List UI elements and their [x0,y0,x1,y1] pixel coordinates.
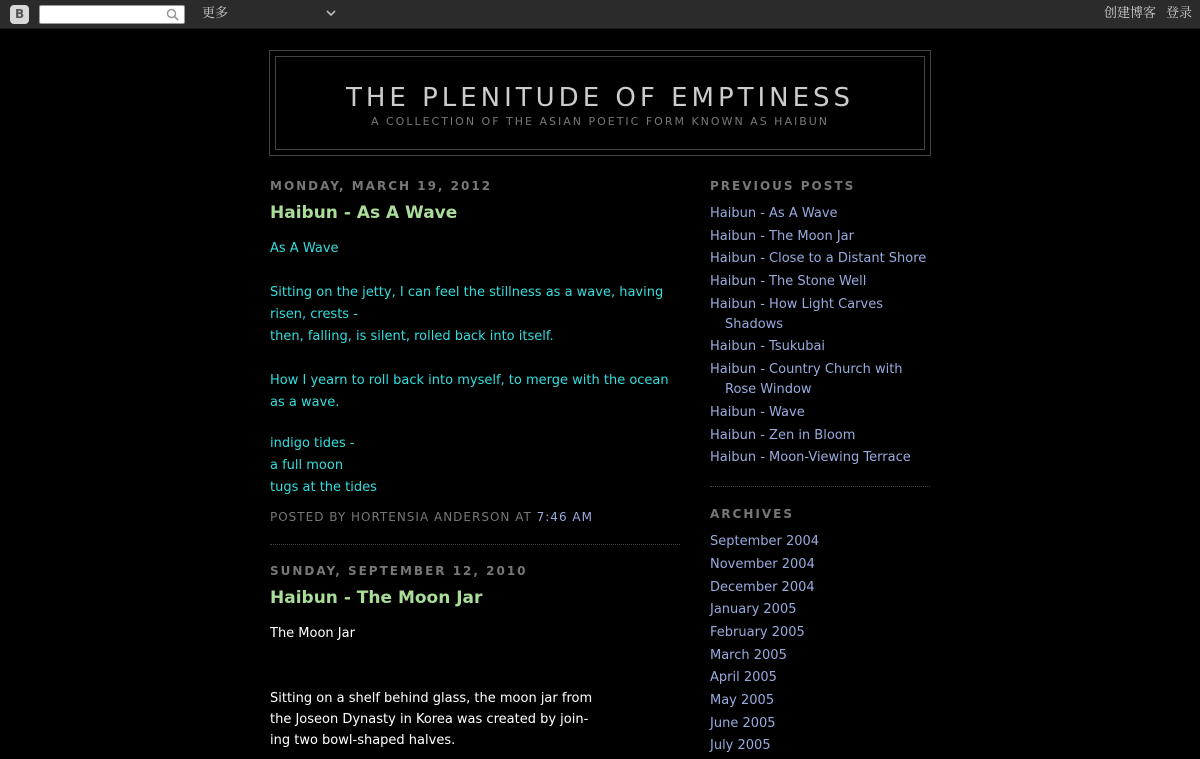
archive-link[interactable]: September 2004 [710,534,820,550]
archive-link[interactable]: July 2005 [710,738,771,754]
post-date: SUNDAY, SEPTEMBER 12, 2010 [270,564,528,578]
post-line: a full moon [270,458,344,473]
blogger-navbar [0,0,1200,29]
post-body [270,238,680,499]
create-blog-link[interactable]: 创建博客 [1104,6,1157,21]
previous-post-link[interactable]: Haibun - As A Wave [710,206,838,221]
post-line: the Joseon Dynasty in Korea was created by join- [270,712,589,727]
post-line: Sitting on the jetty, I can feel the stillness as a wave, having risen, crests - [270,285,664,322]
post-date: MONDAY, MARCH 19, 2012 [270,179,493,193]
post-line: then, falling, is silent, rolled back into itself. [270,329,554,344]
login-link[interactable]: 登录 [1166,6,1193,21]
post-line: indigo tides - [270,436,355,451]
archive-link[interactable]: November 2004 [710,556,815,572]
previous-post-link[interactable]: Haibun - Country Church with Rose Window [710,362,903,398]
archive-link[interactable]: December 2004 [710,579,815,595]
archive-link[interactable]: February 2005 [710,624,805,640]
blog-header [269,50,931,156]
post-body [270,623,680,751]
previous-posts-list [710,204,930,468]
previous-post-link[interactable]: Haibun - Zen in Bloom [710,427,856,443]
archive-link[interactable]: June 2005 [710,715,776,731]
chevron-down-icon[interactable] [326,9,336,17]
post-line: tugs at the tides [270,480,377,495]
previous-post-link[interactable]: Haibun - The Moon Jar [710,228,854,244]
archive-link[interactable]: May 2005 [710,693,775,708]
post [270,178,680,545]
post-footer [270,509,680,525]
post-line: As A Wave [270,241,339,256]
post-line: How I yearn to roll back into myself, to merge with the ocean as a wave. [270,373,669,410]
archive-link[interactable]: March 2005 [710,647,787,663]
post-time-link[interactable]: 7:46 AM [536,510,593,524]
sidebar-divider [710,486,930,487]
post-author: POSTED BY HORTENSIA ANDERSON AT [270,510,532,524]
previous-post-link[interactable]: Haibun - Wave [710,404,805,420]
archives-list [710,532,930,756]
blogger-logo-icon[interactable]: B [10,5,29,24]
post-title-link[interactable]: Haibun - The Moon Jar [270,588,483,608]
archive-link[interactable]: January 2005 [710,602,797,618]
post-line: ing two bowl-shaped halves. [270,733,456,748]
archives-title: ARCHIVES [710,507,794,522]
post-divider [270,544,680,545]
more-menu-button[interactable]: 更多 [202,6,229,21]
blog-title[interactable]: THE PLENITUDE OF EMPTINESS [345,83,855,113]
previous-posts-title: PREVIOUS POSTS [710,179,856,193]
previous-post-link[interactable]: Haibun - Moon-Viewing Terrace [710,450,911,466]
post-title-link[interactable]: Haibun - As A Wave [270,203,458,223]
blog-description: A COLLECTION OF THE ASIAN POETIC FORM KNOWN AS HAIBUN [370,115,830,128]
previous-post-link[interactable]: Haibun - The Stone Well [710,274,867,290]
sidebar [710,178,930,759]
main-column [270,178,680,751]
previous-post-link[interactable]: Haibun - How Light Carves Shadows [710,296,883,332]
post-line: Sitting on a shelf behind glass, the moon jar from [270,691,593,706]
archive-link[interactable]: April 2005 [710,670,777,686]
previous-post-link[interactable]: Haibun - Tsukubai [710,339,826,355]
blog-search-input[interactable] [39,5,185,24]
post [270,563,680,751]
post-line: The Moon Jar [270,626,355,641]
search-icon[interactable] [166,8,179,21]
blog-header-inner [275,56,925,150]
previous-post-link[interactable]: Haibun - Close to a Distant Shore [710,251,927,267]
